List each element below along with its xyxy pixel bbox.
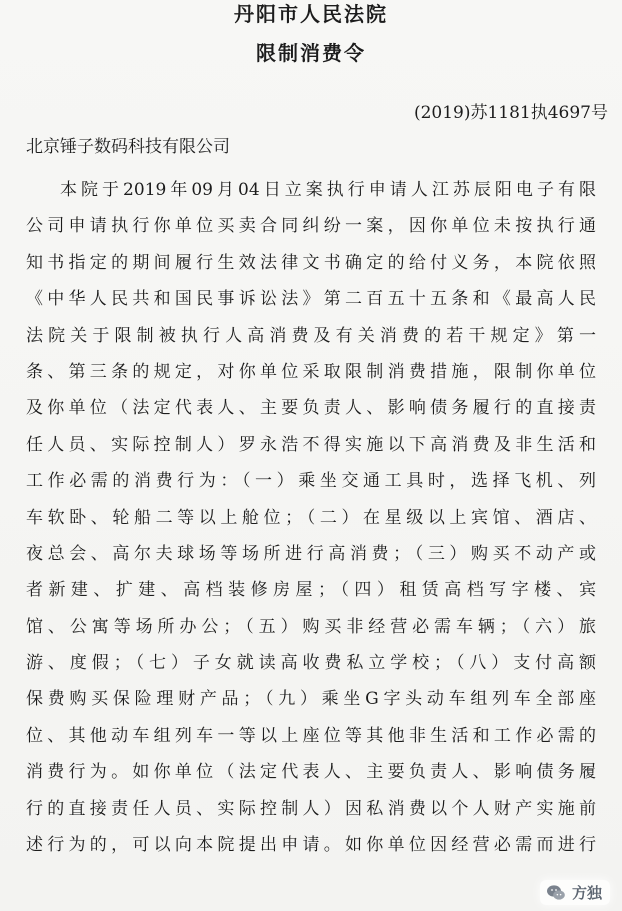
body-line: 法院关于限制被执行人高消费及有关消费的若干规定》第一 bbox=[26, 325, 596, 346]
body-line: 知书指定的期间履行生效法律文书确定的给付义务，本院依照 bbox=[26, 252, 596, 273]
body-line: 馆、公寓等场所办公；（五）购买非经营必需车辆；（六）旅 bbox=[26, 616, 596, 637]
body-line: 者新建、扩建、高档装修房屋；（四）租赁高档写字楼、宾 bbox=[26, 580, 596, 601]
body-line: 述行为的，可以向本院提出申请。如你单位因经营必需而进行 bbox=[26, 835, 596, 856]
wechat-icon bbox=[546, 884, 566, 902]
body-line: 消费行为。如你单位（法定代表人、主要负责人、影响债务履 bbox=[26, 762, 596, 783]
body-line: 位、其他动车组列车一等以上座位等其他非生活和工作必需的 bbox=[26, 725, 596, 746]
body-line: 保费购买保险理财产品；（九）乘坐G字头动车组列车全部座 bbox=[26, 689, 596, 710]
body-line: 及你单位（法定代表人、主要负责人、影响债务履行的直接责 bbox=[26, 398, 596, 419]
body-line: 条、第三条的规定，对你单位采取限制消费措施，限制你单位 bbox=[26, 361, 596, 382]
court-name: 丹阳市人民法院 bbox=[234, 2, 388, 26]
watermark-text: 方独 bbox=[571, 884, 602, 902]
body-line: 本院于2019年09月04日立案执行申请人江苏辰阳电子有限 bbox=[60, 180, 596, 200]
recipient-name: 北京锤子数码科技有限公司 bbox=[26, 137, 230, 157]
body-line: 工作必需的消费行为：（一）乘坐交通工具时，选择飞机、列 bbox=[26, 471, 596, 492]
body-line: 行的直接责任人员、实际控制人）因私消费以个人财产实施前 bbox=[26, 798, 596, 819]
body-line: 公司申请执行你单位买卖合同纠纷一案，因你单位未按执行通 bbox=[26, 216, 596, 237]
body-line: 《中华人民共和国民事诉讼法》第二百五十五条和《最高人民 bbox=[26, 289, 596, 310]
case-number: (2019)苏1181执4697号 bbox=[413, 103, 608, 123]
body-line: 游、度假；（七）子女就读高收费私立学校；（八）支付高额 bbox=[26, 653, 596, 674]
body-line: 车软卧、轮船二等以上舱位；（二）在星级以上宾馆、酒店、 bbox=[26, 507, 596, 528]
account-watermark bbox=[540, 880, 610, 905]
order-body bbox=[26, 172, 596, 863]
order-title: 限制消费令 bbox=[256, 41, 366, 65]
body-line: 夜总会、高尔夫球场等场所进行高消费；（三）购买不动产或 bbox=[26, 543, 596, 564]
body-line: 任人员、实际控制人）罗永浩不得实施以下高消费及非生活和 bbox=[26, 434, 596, 455]
